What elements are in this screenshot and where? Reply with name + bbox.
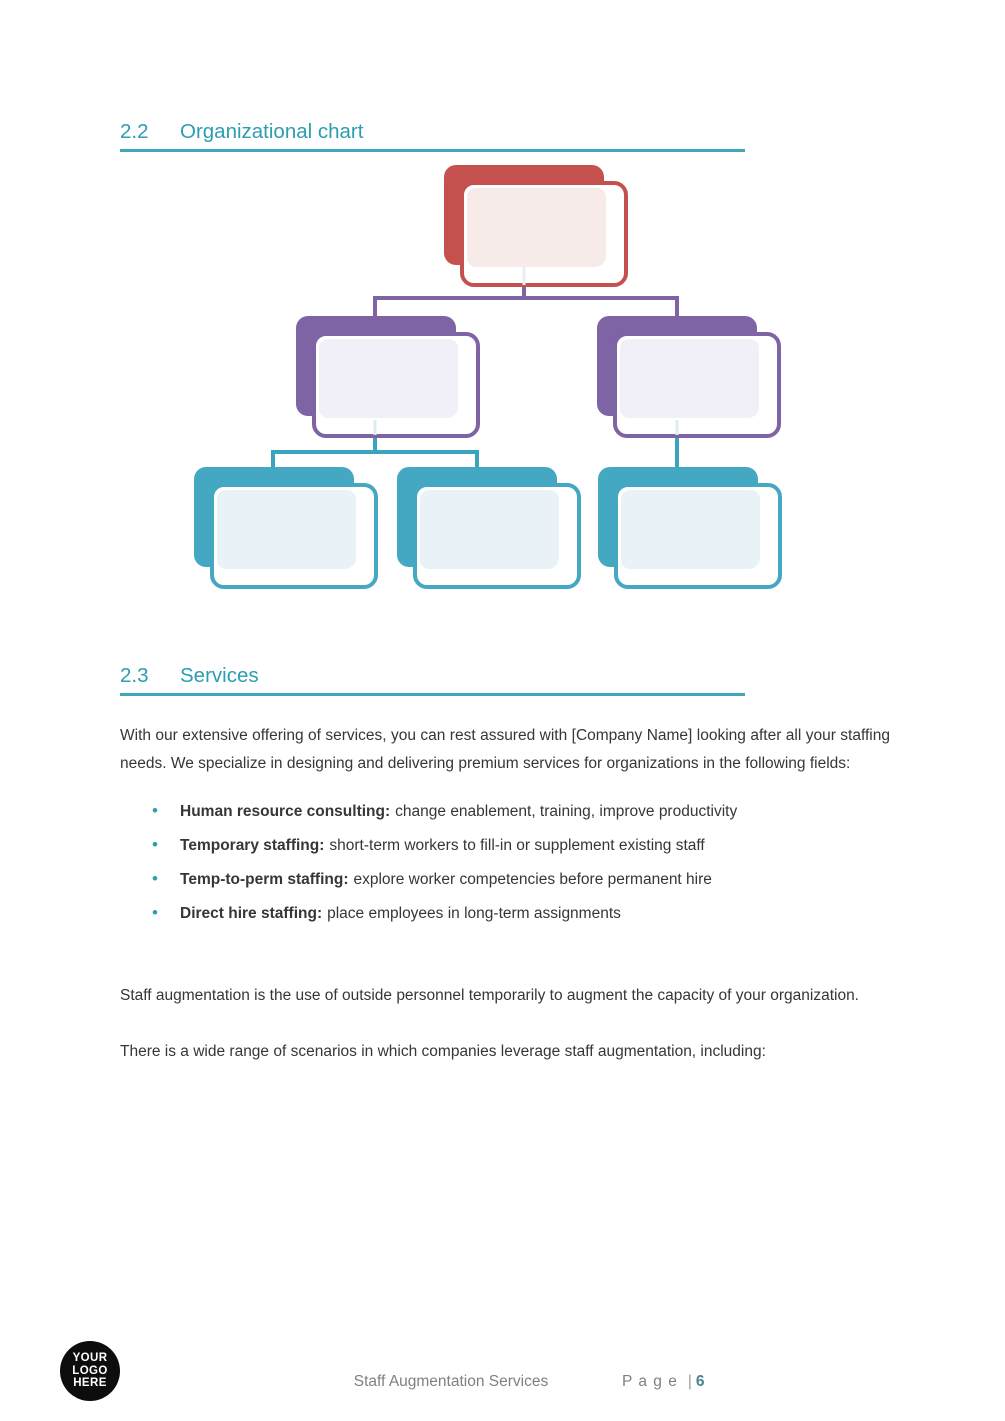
staff-augmentation-paragraph: Staff augmentation is the use of outside personnel temporarily to augment the capacity of your organization. <box>120 986 859 1004</box>
footer-logo <box>60 1341 120 1401</box>
org-node-front-shape <box>614 483 782 589</box>
bullet-lead: Temp-to-perm staffing: <box>180 871 349 888</box>
org-node-tint <box>217 490 356 569</box>
bullet-text: change enablement, training, improve productivity <box>395 803 738 820</box>
footer-page-number <box>622 1373 722 1391</box>
bullet-item <box>120 834 890 857</box>
org-node-root <box>444 165 630 289</box>
scenarios-paragraph: There is a wide range of scenarios in which companies leverage staff augmentation, including: <box>120 1042 766 1060</box>
logo-text-line: YOUR <box>72 1352 108 1365</box>
org-node-front-shape <box>613 332 781 438</box>
logo-text-line: LOGO <box>72 1364 108 1377</box>
page-number-value: 6 <box>695 1373 705 1390</box>
bullet-item <box>120 902 890 925</box>
heading-number: 2.2 <box>120 120 149 143</box>
bullet-text: place employees in long-term assignments <box>327 905 621 922</box>
bullet-text: explore worker competencies before permanent hire <box>353 871 712 888</box>
bullet-marker-icon: • <box>152 869 158 888</box>
org-node-front-shape <box>210 483 378 589</box>
org-node-front-shape <box>460 181 628 287</box>
section-underline <box>120 693 745 696</box>
heading-title: Organizational chart <box>180 120 364 143</box>
org-node-tint <box>467 188 606 267</box>
org-chart <box>0 0 1005 620</box>
heading-number: 2.3 <box>120 664 149 687</box>
bullet-marker-icon: • <box>152 801 158 820</box>
org-node-level3-right <box>598 467 784 591</box>
org-node-front-shape <box>312 332 480 438</box>
page-separator: | <box>687 1373 692 1390</box>
org-node-tint <box>319 339 458 418</box>
bullet-lead: Temporary staffing: <box>180 837 325 854</box>
bullet-marker-icon: • <box>152 903 158 922</box>
bullet-item <box>120 800 890 823</box>
org-node-level2-left <box>296 316 482 440</box>
org-node-level3-left <box>194 467 380 591</box>
org-node-front-shape <box>413 483 581 589</box>
org-node-tint <box>420 490 559 569</box>
services-intro-paragraph: With our extensive offering of services, you can rest assured with [Company Name] looking after all your staffing needs. We specialize in designing and delivering premium services for organizations in the following fields: <box>120 726 890 772</box>
services-bullet-list <box>120 800 890 936</box>
org-node-level2-right <box>597 316 783 440</box>
org-node-tint <box>620 339 759 418</box>
heading-title: Services <box>180 664 259 687</box>
section-2-3-heading <box>120 663 259 689</box>
bullet-item <box>120 868 890 891</box>
footer-doc-title: Staff Augmentation Services <box>353 1373 549 1390</box>
org-node-level3-middle <box>397 467 583 591</box>
bullet-marker-icon: • <box>152 835 158 854</box>
bullet-text: short-term workers to fill-in or supplement existing staff <box>329 837 705 854</box>
page-word: P a g e <box>622 1373 678 1390</box>
bullet-lead: Direct hire staffing: <box>180 905 323 922</box>
logo-text-line: HERE <box>73 1377 107 1390</box>
bullet-lead: Human resource consulting: <box>180 803 391 820</box>
org-node-tint <box>621 490 760 569</box>
